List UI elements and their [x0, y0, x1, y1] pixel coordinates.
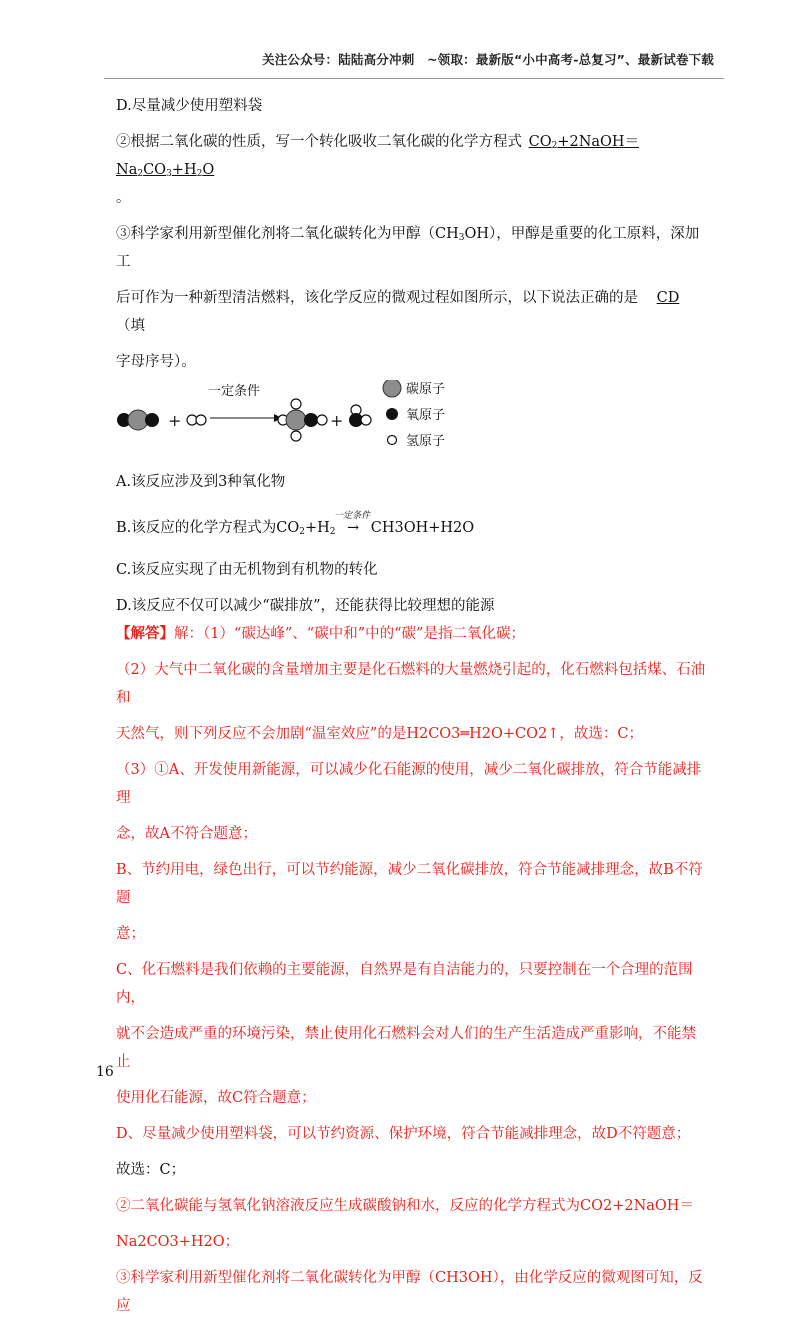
answer-line-5: 念，故A不符合题意；	[116, 826, 257, 842]
water-hydrogen-2	[361, 415, 371, 425]
answer-line-3: 天然气，则下列反应不会加剧“温室效应”的是H2CO3═H2O+CO2↑，故选：C；	[116, 726, 643, 742]
page-header: 关注公众号：陆陆高分冲刺 ~领取：最新版“小中高考-总复习”、最新试卷下载	[262, 52, 714, 67]
legend-oxygen-label: 氧原子	[406, 408, 446, 423]
reaction-diagram	[116, 380, 708, 460]
legend-carbon-label: 碳原子	[406, 382, 446, 397]
answer-line-6: B、节约用电，绿色出行，可以节约能源，减少二氧化碳排放，符合节能减排理念，故B不符题	[116, 862, 703, 906]
methanol-oxygen	[304, 413, 318, 427]
answer-line-1: 【解答】解：（1）“碳达峰”、“碳中和”中的“碳”是指二氧化碳；	[116, 625, 525, 642]
option-a: A.该反应涉及到3种氧化物	[116, 474, 286, 490]
document-body	[116, 92, 708, 1320]
legend-oxygen-icon	[386, 408, 398, 420]
answer-line-10: 使用化石能源，故C符合题意；	[116, 1090, 316, 1106]
methanol-hydrogen-bottom	[291, 431, 301, 441]
methanol-hydrogen-right	[317, 415, 327, 425]
option-d-plastic: D.尽量减少使用塑料袋	[116, 98, 263, 114]
answer-cd: CD	[656, 290, 680, 306]
answer-equation: $CO_2+2NaOH=Na_2CO_3+H_2O$	[116, 134, 640, 179]
question-2-end: 。	[116, 190, 131, 206]
plus-sign-1: +	[168, 411, 182, 430]
legend-hydrogen-icon	[388, 436, 397, 445]
molecule-diagram-svg	[116, 380, 456, 460]
option-b-condition: 一定条件	[334, 511, 371, 521]
option-b: B.该反应的化学方程式为$CO_2+H_2$ 一定条件 → CH3OH+H2O	[116, 514, 708, 542]
answer-line-13: ②二氧化碳能与氢氧化钠溶液反应生成碳酸钠和水，反应的化学方程式为CO2+2NaOH＝	[116, 1198, 694, 1214]
h2-hydrogen-2	[196, 415, 206, 425]
question-3-line1: ③科学家利用新型催化剂将二氧化碳转化为甲醇$(CH_3OH)$，甲醇是重要的化工原料，深加工	[116, 226, 700, 270]
reaction-condition: 一定条件	[208, 384, 261, 399]
answer-line-12: 故选：C；	[116, 1162, 186, 1178]
answer-section	[116, 620, 708, 1320]
question-3-line2: 后可作为一种新型清洁燃料，该化学反应的微观过程如图所示，以下说法正确的是 CD（填	[116, 284, 708, 340]
answer-line-15: ③科学家利用新型催化剂将二氧化碳转化为甲醇（CH3OH），由化学反应的微观图可知，反应	[116, 1270, 703, 1314]
methanol-hydrogen-top	[291, 399, 301, 409]
option-c: C.该反应实现了由无机物到有机物的转化	[116, 562, 378, 578]
answer-line-4: （3）①A、开发使用新能源，可以减少化石能源的使用，减少二氧化碳排放，符合节能减排理	[116, 762, 702, 806]
question-3-line3: 字母序号）。	[116, 354, 196, 370]
answer-line-11: D、尽量减少使用塑料袋，可以节约资源、保护环境，符合节能减排理念，故D不符题意；	[116, 1126, 691, 1142]
answer-line-8: C、化石燃料是我们依赖的主要能源，自然界是有自洁能力的，只要控制在一个合理的范围内，	[116, 962, 693, 1006]
legend-hydrogen-label: 氢原子	[406, 434, 446, 449]
answer-line-9: 就不会造成严重的环境污染，禁止使用化石燃料会对人们的生产生活造成严重影响，不能禁止	[116, 1026, 696, 1070]
header-divider	[104, 78, 724, 79]
answer-line-14: Na2CO3+H2O；	[116, 1234, 240, 1250]
co2-oxygen-right	[145, 413, 159, 427]
option-d: D.该反应不仅可以减少“碳排放”，还能获得比较理想的能源	[116, 598, 495, 614]
page-number: 16	[96, 1064, 114, 1080]
answer-line-7: 意；	[116, 926, 145, 942]
question-2: ②根据二氧化碳的性质，写一个转化吸收二氧化碳的化学方程式 $CO_2+2NaOH=Na_2CO_3+H_2O$	[116, 134, 640, 179]
answer-line-2: （2）大气中二氧化碳的含量增加主要是化石燃料的大量燃烧引起的，化石燃料包括煤、石油和	[116, 662, 706, 706]
legend-carbon-icon	[383, 380, 401, 397]
plus-sign-2: +	[330, 411, 344, 430]
methanol-carbon	[286, 410, 306, 430]
